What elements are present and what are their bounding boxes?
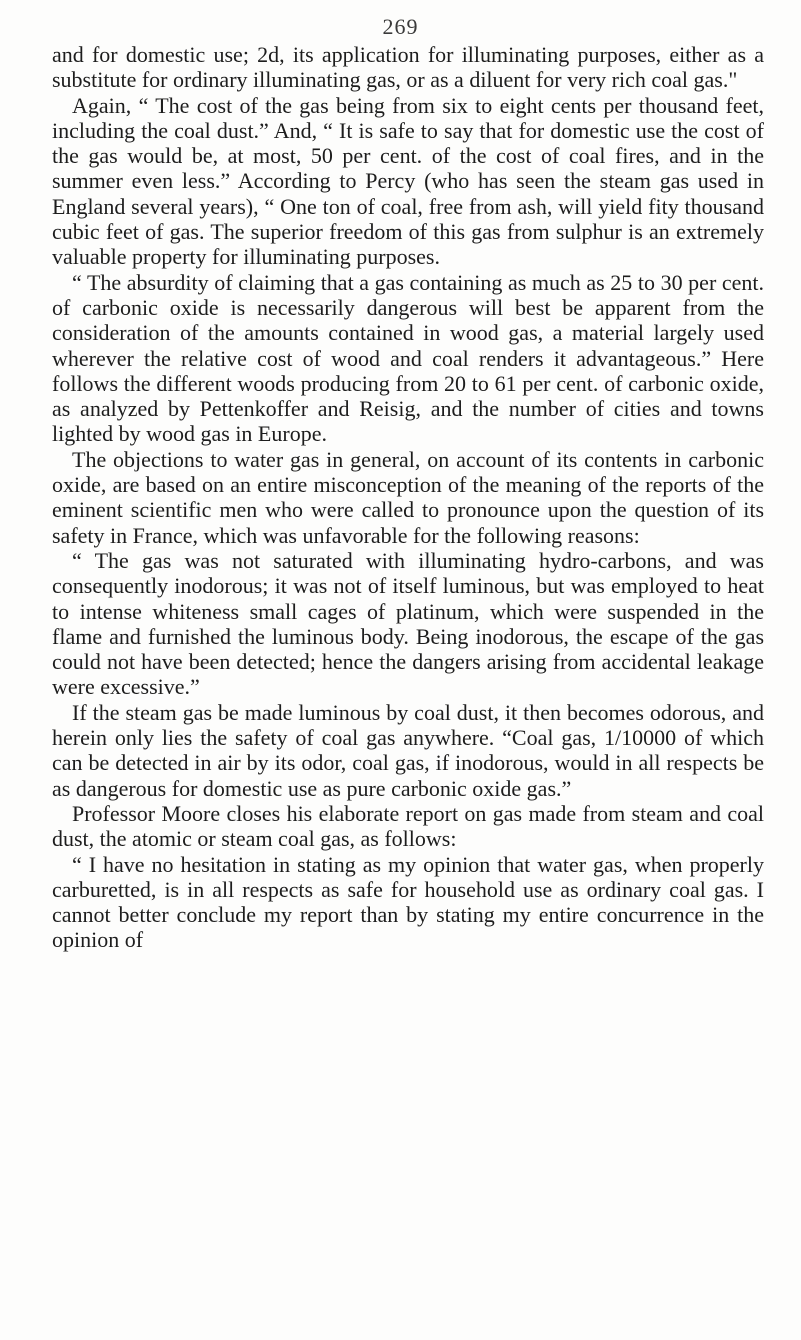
body-text [52, 42, 764, 953]
paragraph-cost: Again, “ The cost of the gas being from six to eight cents per thousand feet, including the coal dust.” And, “ It is safe to say that for domestic use the cost of the gas would be, at most, 50 per cent. of the cost of coal fires, and in the summer even less.” According to Percy (who has seen the steam gas used in England several years), “ One ton of coal, free from ash, will yield fity thousand cubic feet of gas. The superior freedom of this gas from sulphur is an extremely valuable property for illuminating purposes. [52, 92, 764, 270]
paragraph-continuation: and for domestic use; 2d, its application for illuminating purposes, either as a substitute for ordinary illuminating gas, or as a diluent for very rich coal gas." [52, 42, 764, 93]
paragraph-luminous: If the steam gas be made luminous by coal dust, it then becomes odorous, and herein only lies the safety of coal gas anywhere. “Coal gas, 1/10000 of which can be detected in air by its odor, coal gas, if inodorous, would in all respects be as dangerous for domestic use as pure carbonic oxide gas.” [52, 699, 764, 801]
page-number: 269 [382, 14, 419, 39]
paragraph-absurdity: “ The absurdity of claiming that a gas containing as much as 25 to 30 per cent. of carbonic oxide is necessarily dangerous will best be apparent from the consideration of the amounts contained in wood gas, a material largely used wherever the relative cost of wood and coal renders it advantageous.” Here follows the different woods producing from 20 to 61 per cent. of carbonic oxide, as analyzed by Pettenkoffer and Reisig, and the number of cities and towns lighted by wood gas in Europe. [52, 269, 764, 447]
paragraph-conclusion: “ I have no hesitation in stating as my opinion that water gas, when properly carburetted, is in all respects as safe for household use as ordinary coal gas. I cannot better conclude my report than by stating my entire concurrence in the opinion of [52, 851, 764, 953]
paragraph-moore: Professor Moore closes his elaborate report on gas made from steam and coal dust, the atomic or steam coal gas, as follows: [52, 800, 764, 852]
paragraph-objections: The objections to water gas in general, on account of its contents in carbonic oxide, are based on an entire misconception of the meaning of the reports of the eminent scientific men who were called to pronounce upon the question of its safety in France, which was unfavorable for the following reasons: [52, 446, 764, 548]
paragraph-quote-inodorous: “ The gas was not saturated with illuminating hydro-carbons, and was consequently inodorous; it was not of itself luminous, but was employed to heat to intense whiteness small cages of platinum, which were suspended in the flame and furnished the luminous body. Being inodorous, the escape of the gas could not have been detected; hence the dangers arising from accidental leakage were excessive.” [52, 547, 764, 700]
